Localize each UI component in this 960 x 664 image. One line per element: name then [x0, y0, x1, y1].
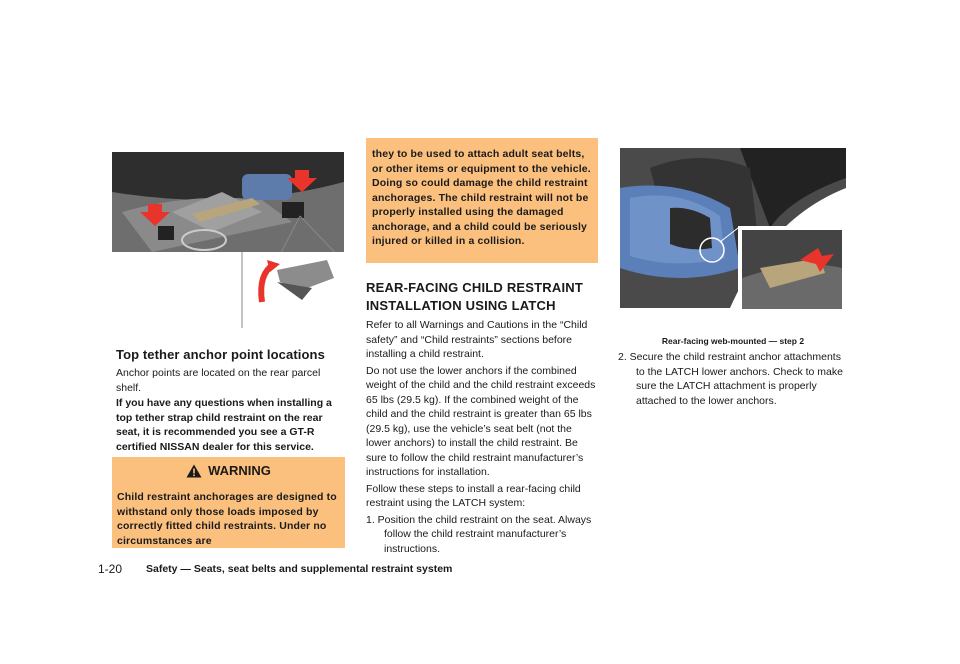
rear-facing-latch-illustration [620, 148, 846, 313]
warning-label: WARNING [208, 463, 271, 478]
section-body [618, 350, 850, 408]
warning-text: Child restraint anchorages are designed to withstand only those loads imposed by correctly fitted child restraints. Under no circumstances are [117, 491, 337, 547]
warning-text: they to be used to attach adult seat belts, or other items or equipment to the vehicle. Doing so could damage the child restraint anchorages. The child restraint will not be properly installed using the damaged anchorage, and a child could be seriously injured or killed in a collision. [372, 148, 591, 247]
paragraph: Anchor points are located on the rear parcel shelf. [116, 367, 321, 394]
warning-box-continued [366, 138, 598, 263]
page-number: 1-20 [98, 562, 123, 576]
parcel-shelf-anchor-illustration [112, 152, 344, 328]
paragraph-bold: If you have any questions when installing a top tether strap child restraint on the rear seat, it is recommended you see a GT-R certified NISSAN dealer for this service. [116, 397, 332, 453]
paragraph: Do not use the lower anchors if the combined weight of the child and the child restraint exceeds 65 lbs (29.5 kg). If the combined weight of the child and the child restraint is greater than 65 lbs (29.5 kg), use the vehicle’s seat belt (not the lower anchors) to install the child restraint. Be sure to follow the child restraint manufacturer’s instructions for installation. [366, 364, 596, 478]
section-heading: Top tether anchor point locations [116, 347, 325, 362]
step-1: 1. Position the child restraint on the seat. Always follow the child restraint manufacturer’s instructions. [366, 513, 592, 555]
warning-box [112, 457, 345, 548]
footer-title: Safety — Seats, seat belts and supplemental restraint system [146, 563, 453, 575]
figure-caption: Rear-facing web-mounted — step 2 [661, 336, 805, 346]
section-body [366, 318, 598, 558]
warning-title [112, 463, 345, 478]
section-heading: REAR-FACING CHILD RESTRAINT INSTALLATION USING LATCH [366, 280, 584, 313]
paragraph: Follow these steps to install a rear-facing child restraint using the LATCH system: [366, 482, 581, 509]
step-2: 2. Secure the child restraint anchor attachments to the LATCH lower anchors. Check to make sure the LATCH attachment is properly attached to the lower anchors. [618, 351, 843, 407]
warning-triangle-icon [186, 464, 202, 478]
paragraph: Refer to all Warnings and Cautions in the “Child safety” and “Child restraints” sections before installing a child restraint. [366, 319, 588, 360]
